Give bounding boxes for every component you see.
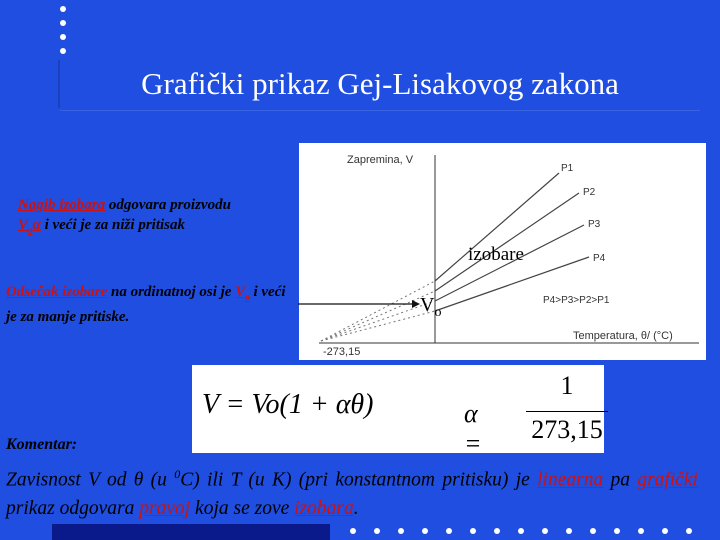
gay-lussac-formula: V = Vo(1 + αθ) [202,389,374,420]
izobare-label: izobare [468,244,524,265]
note-slope-vo-sub: o [28,225,33,235]
comment-linearna: linearna [537,469,604,491]
isobar-p3-label: P3 [588,219,601,230]
comment-part-1: Zavisnost V od θ (u [6,469,175,491]
alpha-numerator: 1 [560,371,574,400]
fraction-bar [526,411,608,412]
vo-arrow-head [412,300,420,308]
note-slope-text-end: i veći je za niži pritisak [40,217,185,233]
x-axis-label: Temperatura, θ/ (°C) [573,330,673,342]
note-slope-text: odgovara proizvodu [105,197,231,213]
comment-label: Komentar: [6,436,78,453]
vo-label-v: V [420,294,435,316]
comment-part-2: C) ili T (u K) (pri konstantnom pritisku) je [180,469,538,491]
note-intercept-text-end: i veći je za manje pritiske. [6,284,286,325]
note-slope-vo: V [18,217,29,233]
comment-part-6: . [353,497,359,519]
alpha-symbol: α = [464,399,482,458]
comment-part-4: prikaz odgovara [6,497,140,519]
comment-part-5: koja se zove [190,497,295,519]
vo-label-sub: o [434,305,442,320]
comment-degree-sup: 0 [174,467,181,481]
note-slope-highlight: Nagib izobara [18,197,106,213]
vo-label [420,294,441,321]
slide-title: Grafički prikaz Gej-Lisakovog zakona [60,58,700,111]
formula-box [192,365,604,458]
origin-label: -273,15 [323,346,361,358]
isobar-p2-label: P2 [583,187,596,198]
comment-part-3: pa [603,469,638,491]
comment-izobara: izobara [294,497,354,519]
bottom-bar [52,524,330,540]
note-intercept-text: na ordinatnoj osi je [107,284,236,300]
isobar-p1-label: P1 [561,163,574,174]
y-axis-label: Zapremina, V [347,154,414,166]
pressure-relation: P4>P3>P2>P1 [543,295,610,306]
note-intercept-vo: V [235,284,246,300]
note-slope-alpha: α [32,217,41,233]
note-intercept-highlight: Odsečak izobare [6,284,108,300]
isobar-p4-label: P4 [593,253,606,264]
comment-graficki: grafički [637,469,698,491]
alpha-denominator: 273,15 [531,415,603,444]
comment-text [6,460,698,523]
note-intercept-vo-sub: o [245,292,250,302]
comment-pravoj: pravoj [139,497,191,519]
